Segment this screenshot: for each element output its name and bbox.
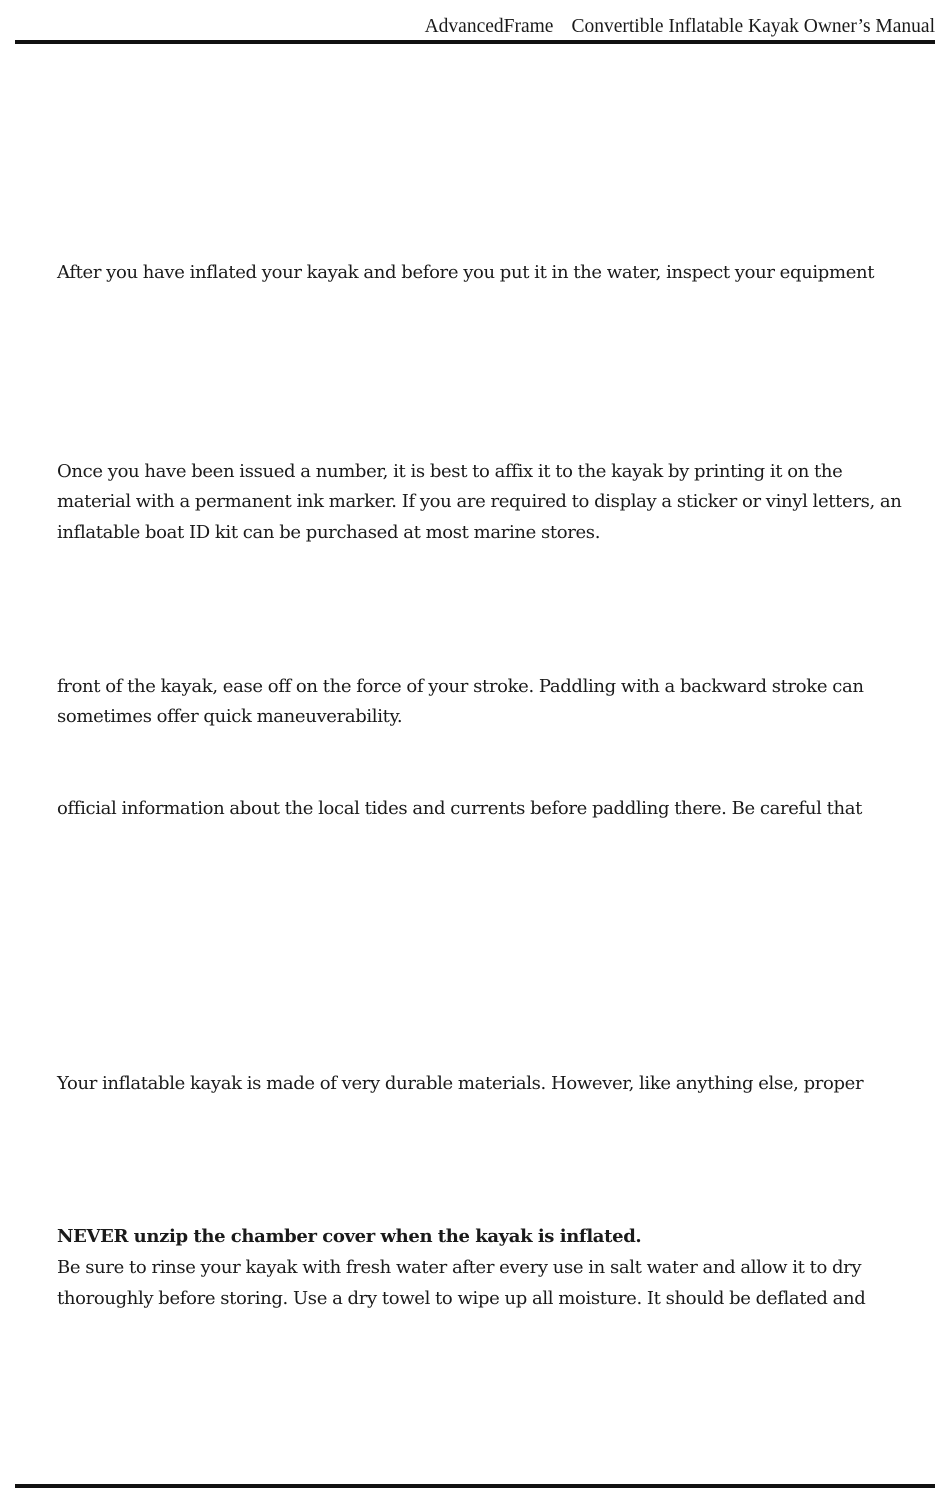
tides-paragraph-line: official information about the local tides and currents before paddling there. Be careful that [57,798,862,819]
chamber-warning: NEVER unzip the chamber cover when the kayak is inflated. [57,1226,642,1247]
running-header [425,14,935,40]
header-title: Convertible Inflatable Kayak Owner’s Manual [571,16,935,37]
paddling-paragraph-line-2: sometimes offer quick maneuverability. [57,706,403,727]
footer-rule [15,1484,935,1488]
header-product: AdvancedFrame [424,16,554,37]
rinse-paragraph-line-2: thoroughly before storing. Use a dry towel to wipe up all moisture. It should be deflated and [57,1288,866,1309]
number-paragraph-line-2: material with a permanent ink marker. If you are required to display a sticker or vinyl letters, an [57,491,902,512]
inspect-paragraph-line: After you have inflated your kayak and before you put it in the water, inspect your equipment [57,262,875,283]
header-rule [15,40,935,44]
paddling-paragraph-line-1: front of the kayak, ease off on the force of your stroke. Paddling with a backward stroke can [57,676,864,697]
number-paragraph-line-3: inflatable boat ID kit can be purchased at most marine stores. [57,522,601,543]
number-paragraph-line-1: Once you have been issued a number, it is best to affix it to the kayak by printing it on the [57,461,843,482]
rinse-paragraph-line-1: Be sure to rinse your kayak with fresh water after every use in salt water and allow it to dry [57,1257,862,1278]
care-paragraph-line: Your inflatable kayak is made of very durable materials. However, like anything else, proper [57,1073,864,1094]
